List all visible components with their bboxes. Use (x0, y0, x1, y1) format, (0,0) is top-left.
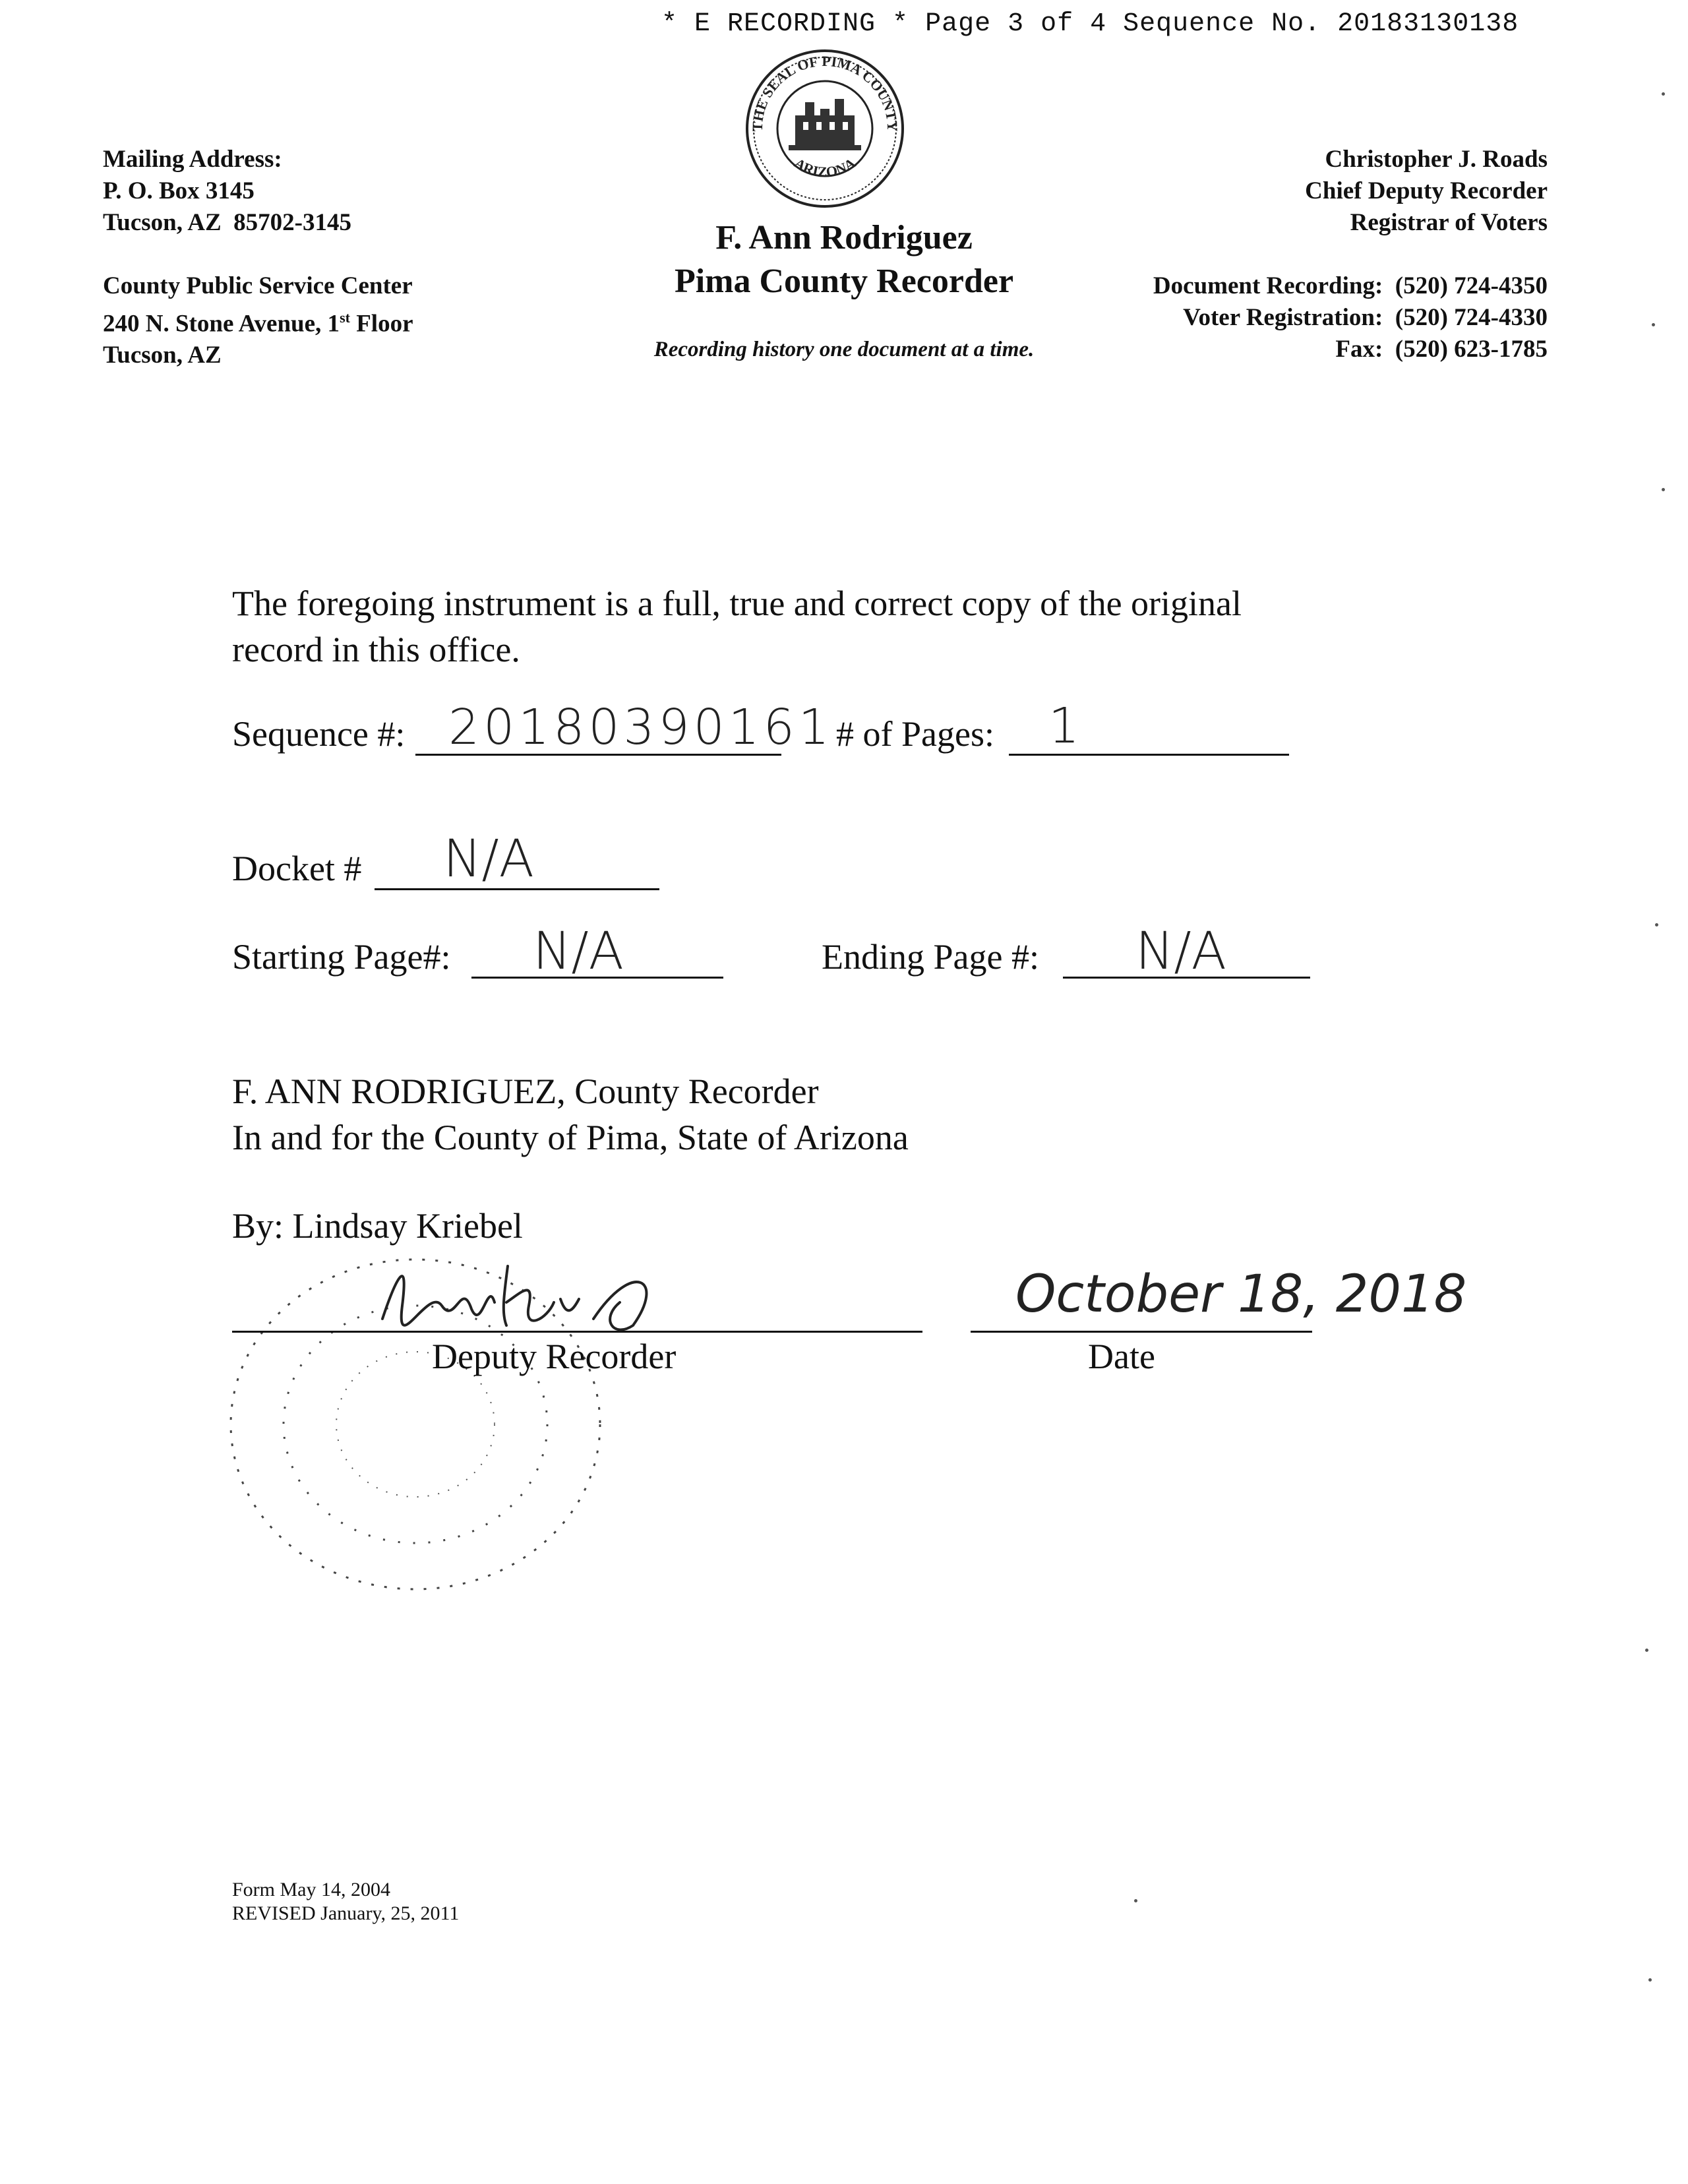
service-center-label: County Public Service Center (103, 272, 413, 299)
fax-number: Fax: (520) 623-1785 (1335, 336, 1548, 363)
scan-speck (1655, 923, 1658, 926)
scan-speck (1134, 1899, 1137, 1902)
service-center-line2: Tucson, AZ (103, 342, 222, 369)
mailing-address-line2: Tucson, AZ 85702-3145 (103, 209, 351, 236)
ending-page-label: Ending Page #: (822, 937, 1039, 977)
scan-speck (1662, 488, 1665, 491)
recorder-tagline: Recording history one document at a time. (653, 338, 1035, 361)
pages-value: 1 (1048, 698, 1080, 754)
deputy-block (1305, 144, 1548, 239)
docket-value: N/A (443, 830, 534, 889)
deputy-title2: Registrar of Voters (1350, 209, 1548, 236)
recorder-line2: In and for the County of Pima, State of Arizona (232, 1118, 909, 1157)
document-recording-phone: Document Recording: (520) 724-4350 (1153, 272, 1548, 299)
scan-speck (1662, 92, 1665, 96)
deputy-recorder-label: Deputy Recorder (432, 1337, 677, 1376)
starting-page-label: Starting Page#: (232, 937, 451, 977)
form-note-line2: REVISED January, 25, 2011 (232, 1902, 460, 1924)
form-note-line1: Form May 14, 2004 (232, 1879, 390, 1900)
deputy-title1: Chief Deputy Recorder (1305, 177, 1548, 204)
by-line: By: Lindsay Kriebel (232, 1206, 523, 1246)
pima-county-seal (742, 46, 907, 211)
date-value: October 18, 2018 (1015, 1265, 1467, 1324)
date-label: Date (1088, 1337, 1155, 1376)
starting-page-value: N/A (533, 922, 624, 981)
recording-stamp: * E RECORDING * Page 3 of 4 Sequence No. 20183130138 (661, 9, 1519, 39)
recorder-name: F. Ann Rodriguez (715, 219, 973, 257)
mailing-address-line1: P. O. Box 3145 (103, 177, 255, 204)
deputy-name: Christopher J. Roads (1325, 146, 1548, 173)
mailing-address-label: Mailing Address: (103, 146, 282, 173)
sequence-label: Sequence #: (232, 714, 406, 754)
service-center-line1: 240 N. Stone Avenue, 1st Floor (103, 309, 413, 338)
certification-text (232, 580, 1419, 673)
docket-label: Docket # (232, 849, 362, 888)
recorder-block (232, 1068, 909, 1161)
contact-block (1153, 270, 1548, 365)
seal-bottom-text: ARIZONA (791, 154, 859, 181)
recorder-line1: F. ANN RODRIGUEZ, County Recorder (232, 1072, 819, 1111)
certification-line2: record in this office. (232, 630, 520, 669)
scan-speck (1652, 323, 1655, 326)
scan-speck (1648, 1978, 1652, 1982)
seal-top-text: THE SEAL OF PIMA COUNTY (748, 52, 901, 132)
deputy-signature (356, 1240, 659, 1345)
svg-text:ARIZONA (791, 154, 859, 180)
certification-line1: The foregoing instrument is a full, true and correct copy of the original (232, 584, 1242, 623)
recorder-office: Pima County Recorder (674, 262, 1014, 300)
sequence-value: 20180390161 (448, 699, 833, 756)
form-note (232, 1878, 459, 1926)
ending-page-value: N/A (1135, 922, 1226, 981)
date-underline (971, 1331, 1312, 1333)
pages-label: # of Pages: (836, 714, 994, 754)
scan-speck (1645, 1649, 1648, 1652)
voter-registration-phone: Voter Registration: (520) 724-4330 (1183, 304, 1548, 331)
